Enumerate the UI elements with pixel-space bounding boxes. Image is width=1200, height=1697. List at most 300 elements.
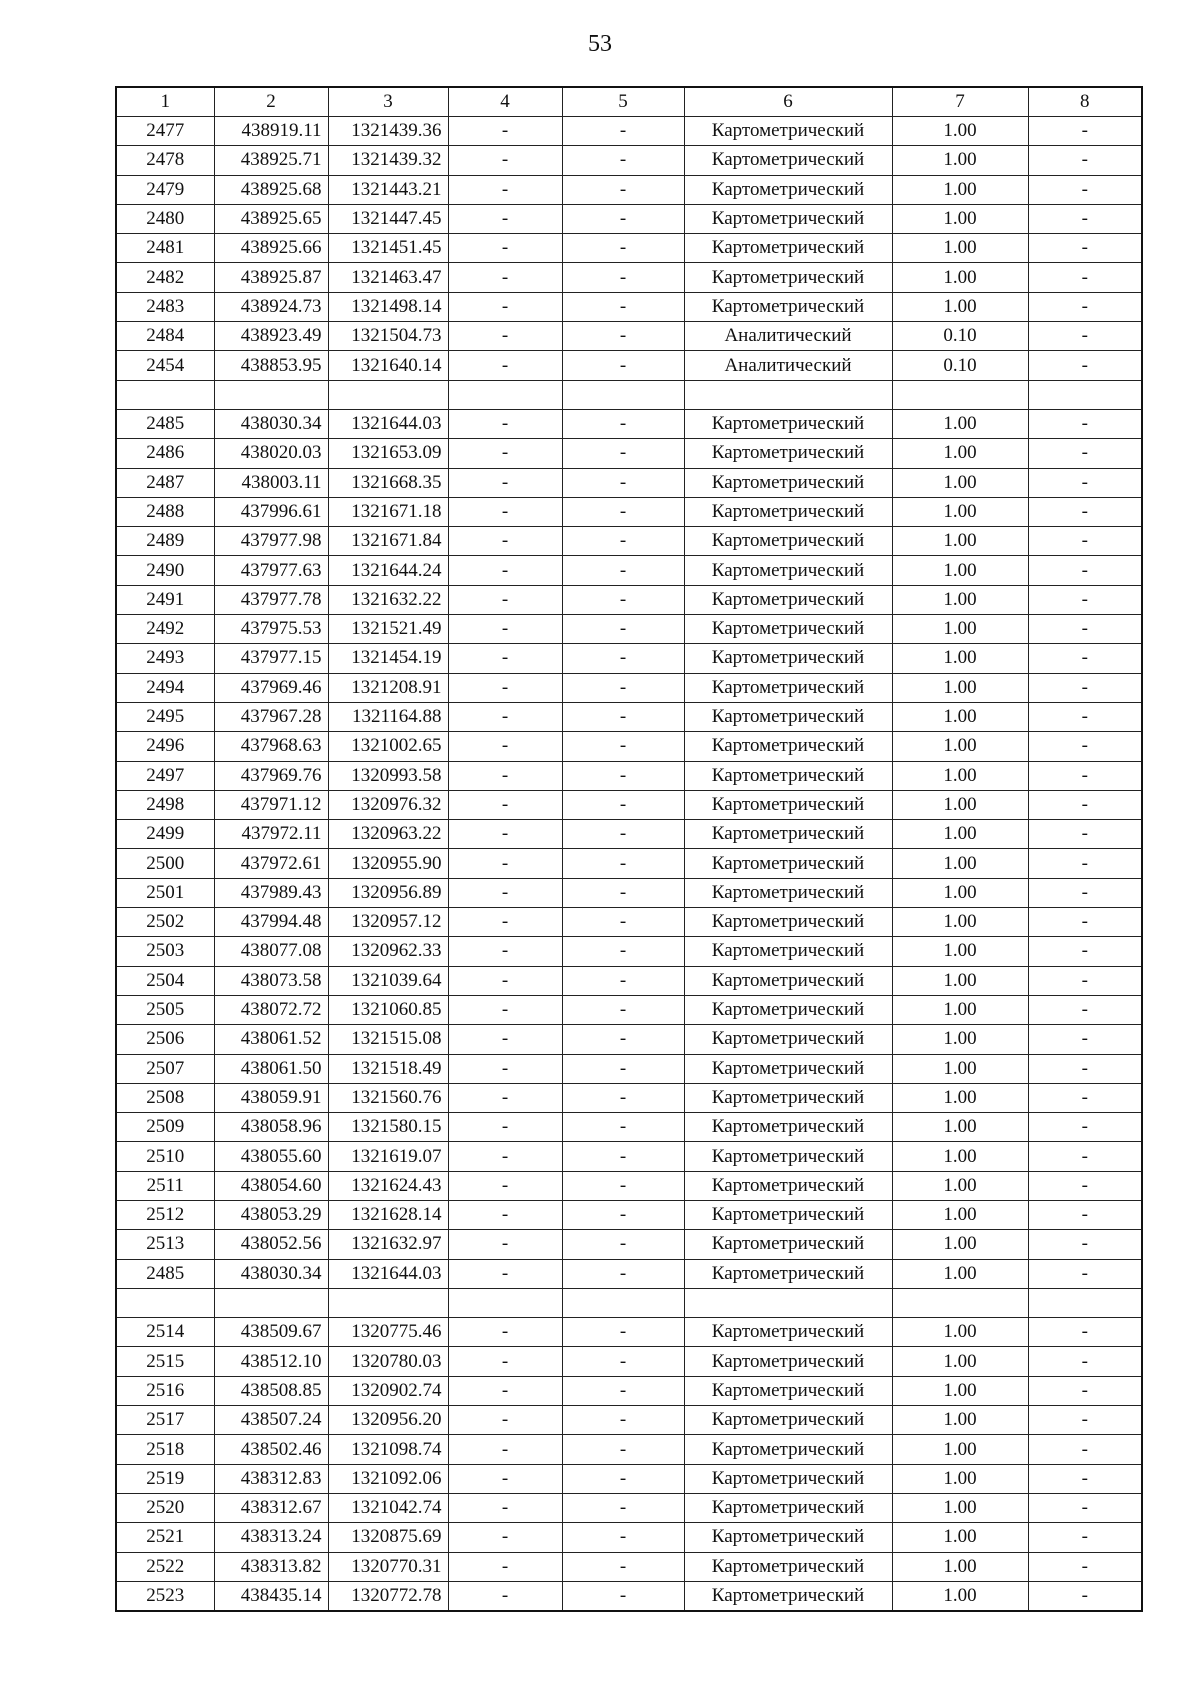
method-cell: Картометрический: [684, 1318, 892, 1347]
col-4-cell: -: [448, 175, 562, 204]
y-coordinate-cell: 1321653.09: [328, 439, 448, 468]
col-8-cell: -: [1028, 204, 1142, 233]
col-5-cell: [562, 1288, 684, 1317]
accuracy-cell: [892, 380, 1028, 409]
col-5-cell: -: [562, 1464, 684, 1493]
y-coordinate-cell: 1320956.20: [328, 1406, 448, 1435]
table-row: [116, 820, 1142, 849]
col-8-cell: -: [1028, 409, 1142, 438]
x-coordinate-cell: 437969.76: [214, 761, 328, 790]
x-coordinate-cell: 438312.83: [214, 1464, 328, 1493]
table-row: [116, 1200, 1142, 1229]
table-row: [116, 351, 1142, 380]
point-id-cell: 2487: [116, 468, 214, 497]
table-row: [116, 1406, 1142, 1435]
y-coordinate-cell: 1320993.58: [328, 761, 448, 790]
table-row: [116, 1083, 1142, 1112]
point-id-cell: 2496: [116, 732, 214, 761]
method-cell: Картометрический: [684, 849, 892, 878]
y-coordinate-cell: 1321619.07: [328, 1142, 448, 1171]
col-4-cell: -: [448, 585, 562, 614]
page-number: 53: [588, 31, 612, 57]
accuracy-cell: 1.00: [892, 673, 1028, 702]
col-4-cell: -: [448, 1025, 562, 1054]
method-cell: Картометрический: [684, 937, 892, 966]
accuracy-cell: 1.00: [892, 702, 1028, 731]
x-coordinate-cell: 438925.65: [214, 204, 328, 233]
x-coordinate-cell: 438058.96: [214, 1113, 328, 1142]
point-id-cell: 2494: [116, 673, 214, 702]
y-coordinate-cell: 1321443.21: [328, 175, 448, 204]
col-4-cell: -: [448, 146, 562, 175]
col-5-cell: -: [562, 1552, 684, 1581]
table-row: [116, 1552, 1142, 1581]
column-header-3: 3: [328, 87, 448, 117]
point-id-cell: 2480: [116, 204, 214, 233]
col-8-cell: -: [1028, 908, 1142, 937]
col-5-cell: -: [562, 995, 684, 1024]
accuracy-cell: 1.00: [892, 117, 1028, 146]
accuracy-cell: 1.00: [892, 1142, 1028, 1171]
accuracy-cell: 1.00: [892, 790, 1028, 819]
table-row: [116, 1493, 1142, 1522]
accuracy-cell: 1.00: [892, 1376, 1028, 1405]
accuracy-cell: 1.00: [892, 497, 1028, 526]
y-coordinate-cell: [328, 380, 448, 409]
col-5-cell: -: [562, 1347, 684, 1376]
x-coordinate-cell: 438052.56: [214, 1230, 328, 1259]
point-id-cell: 2499: [116, 820, 214, 849]
col-8-cell: -: [1028, 322, 1142, 351]
method-cell: Картометрический: [684, 1200, 892, 1229]
y-coordinate-cell: 1321515.08: [328, 1025, 448, 1054]
col-5-cell: [562, 380, 684, 409]
col-8-cell: -: [1028, 585, 1142, 614]
accuracy-cell: 1.00: [892, 878, 1028, 907]
accuracy-cell: 1.00: [892, 409, 1028, 438]
point-id-cell: 2497: [116, 761, 214, 790]
point-id-cell: 2512: [116, 1200, 214, 1229]
table-row: [116, 790, 1142, 819]
accuracy-cell: 1.00: [892, 527, 1028, 556]
col-4-cell: -: [448, 1581, 562, 1611]
y-coordinate-cell: 1321668.35: [328, 468, 448, 497]
x-coordinate-cell: 438059.91: [214, 1083, 328, 1112]
x-coordinate-cell: 437996.61: [214, 497, 328, 526]
col-4-cell: -: [448, 439, 562, 468]
col-4-cell: -: [448, 615, 562, 644]
x-coordinate-cell: 438853.95: [214, 351, 328, 380]
y-coordinate-cell: 1320956.89: [328, 878, 448, 907]
column-header-1: 1: [116, 87, 214, 117]
x-coordinate-cell: 438054.60: [214, 1171, 328, 1200]
col-4-cell: -: [448, 995, 562, 1024]
col-8-cell: -: [1028, 1318, 1142, 1347]
x-coordinate-cell: 438020.03: [214, 439, 328, 468]
x-coordinate-cell: 438055.60: [214, 1142, 328, 1171]
table-row: [116, 937, 1142, 966]
col-8-cell: -: [1028, 497, 1142, 526]
y-coordinate-cell: 1320976.32: [328, 790, 448, 819]
col-5-cell: -: [562, 1406, 684, 1435]
x-coordinate-cell: 438925.66: [214, 234, 328, 263]
table-row: [116, 146, 1142, 175]
x-coordinate-cell: 438003.11: [214, 468, 328, 497]
point-id-cell: 2518: [116, 1435, 214, 1464]
col-4-cell: -: [448, 702, 562, 731]
column-header-8: 8: [1028, 87, 1142, 117]
table-row: [116, 1113, 1142, 1142]
col-5-cell: -: [562, 585, 684, 614]
col-5-cell: -: [562, 1435, 684, 1464]
y-coordinate-cell: 1321624.43: [328, 1171, 448, 1200]
table-row: [116, 908, 1142, 937]
x-coordinate-cell: 438053.29: [214, 1200, 328, 1229]
point-id-cell: 2485: [116, 1259, 214, 1288]
table-row: [116, 234, 1142, 263]
table-row: [116, 409, 1142, 438]
method-cell: Картометрический: [684, 1259, 892, 1288]
x-coordinate-cell: 437972.11: [214, 820, 328, 849]
method-cell: Аналитический: [684, 322, 892, 351]
x-coordinate-cell: 438925.87: [214, 263, 328, 292]
accuracy-cell: 1.00: [892, 1318, 1028, 1347]
table-row: [116, 380, 1142, 409]
method-cell: Картометрический: [684, 761, 892, 790]
col-8-cell: -: [1028, 732, 1142, 761]
method-cell: Картометрический: [684, 1230, 892, 1259]
col-5-cell: -: [562, 673, 684, 702]
col-8-cell: -: [1028, 146, 1142, 175]
x-coordinate-cell: 438508.85: [214, 1376, 328, 1405]
accuracy-cell: 1.00: [892, 644, 1028, 673]
column-header-7: 7: [892, 87, 1028, 117]
table-row: [116, 1347, 1142, 1376]
x-coordinate-cell: 438924.73: [214, 292, 328, 321]
point-id-cell: 2510: [116, 1142, 214, 1171]
x-coordinate-cell: 438512.10: [214, 1347, 328, 1376]
x-coordinate-cell: 438077.08: [214, 937, 328, 966]
y-coordinate-cell: 1321521.49: [328, 615, 448, 644]
col-5-cell: -: [562, 146, 684, 175]
method-cell: Картометрический: [684, 1493, 892, 1522]
table-body: [116, 117, 1142, 1612]
y-coordinate-cell: 1320775.46: [328, 1318, 448, 1347]
x-coordinate-cell: 437972.61: [214, 849, 328, 878]
col-4-cell: -: [448, 1376, 562, 1405]
method-cell: Картометрический: [684, 497, 892, 526]
x-coordinate-cell: 437977.63: [214, 556, 328, 585]
point-id-cell: 2477: [116, 117, 214, 146]
table-row: [116, 849, 1142, 878]
method-cell: Картометрический: [684, 1113, 892, 1142]
table-row: [116, 1288, 1142, 1317]
col-8-cell: -: [1028, 556, 1142, 585]
method-cell: Картометрический: [684, 439, 892, 468]
point-id-cell: 2493: [116, 644, 214, 673]
point-id-cell: 2502: [116, 908, 214, 937]
y-coordinate-cell: 1320875.69: [328, 1523, 448, 1552]
table-row: [116, 1025, 1142, 1054]
point-id-cell: 2522: [116, 1552, 214, 1581]
point-id-cell: 2523: [116, 1581, 214, 1611]
x-coordinate-cell: 438072.72: [214, 995, 328, 1024]
col-8-cell: -: [1028, 878, 1142, 907]
method-cell: Картометрический: [684, 1142, 892, 1171]
table-row: [116, 204, 1142, 233]
method-cell: Картометрический: [684, 234, 892, 263]
col-5-cell: -: [562, 234, 684, 263]
col-8-cell: -: [1028, 1493, 1142, 1522]
col-8-cell: -: [1028, 1113, 1142, 1142]
accuracy-cell: 0.10: [892, 351, 1028, 380]
col-4-cell: -: [448, 966, 562, 995]
accuracy-cell: 1.00: [892, 966, 1028, 995]
col-5-cell: -: [562, 1142, 684, 1171]
x-coordinate-cell: 437977.78: [214, 585, 328, 614]
col-4-cell: -: [448, 1406, 562, 1435]
col-5-cell: -: [562, 1113, 684, 1142]
method-cell: Картометрический: [684, 1406, 892, 1435]
x-coordinate-cell: 437994.48: [214, 908, 328, 937]
x-coordinate-cell: 438507.24: [214, 1406, 328, 1435]
x-coordinate-cell: 437969.46: [214, 673, 328, 702]
col-8-cell: -: [1028, 1552, 1142, 1581]
y-coordinate-cell: 1320770.31: [328, 1552, 448, 1581]
method-cell: Картометрический: [684, 1552, 892, 1581]
col-8-cell: -: [1028, 1435, 1142, 1464]
y-coordinate-cell: 1321504.73: [328, 322, 448, 351]
method-cell: Картометрический: [684, 1025, 892, 1054]
x-coordinate-cell: 437967.28: [214, 702, 328, 731]
col-4-cell: -: [448, 937, 562, 966]
accuracy-cell: 1.00: [892, 146, 1028, 175]
table-row: [116, 966, 1142, 995]
point-id-cell: 2501: [116, 878, 214, 907]
method-cell: Аналитический: [684, 351, 892, 380]
point-id-cell: 2491: [116, 585, 214, 614]
col-8-cell: [1028, 380, 1142, 409]
col-5-cell: -: [562, 175, 684, 204]
col-8-cell: -: [1028, 1581, 1142, 1611]
method-cell: Картометрический: [684, 820, 892, 849]
col-8-cell: -: [1028, 1464, 1142, 1493]
col-8-cell: -: [1028, 1230, 1142, 1259]
col-4-cell: -: [448, 908, 562, 937]
col-4-cell: -: [448, 234, 562, 263]
col-5-cell: -: [562, 439, 684, 468]
accuracy-cell: 0.10: [892, 322, 1028, 351]
col-5-cell: -: [562, 204, 684, 233]
x-coordinate-cell: 438073.58: [214, 966, 328, 995]
y-coordinate-cell: 1321560.76: [328, 1083, 448, 1112]
table-row: [116, 1376, 1142, 1405]
col-4-cell: -: [448, 263, 562, 292]
point-id-cell: 2478: [116, 146, 214, 175]
col-4-cell: -: [448, 1435, 562, 1464]
method-cell: Картометрический: [684, 995, 892, 1024]
column-header-2: 2: [214, 87, 328, 117]
table-row: [116, 1142, 1142, 1171]
table-row: [116, 673, 1142, 702]
col-4-cell: -: [448, 1142, 562, 1171]
table-row: [116, 1435, 1142, 1464]
accuracy-cell: 1.00: [892, 1113, 1028, 1142]
col-5-cell: -: [562, 615, 684, 644]
x-coordinate-cell: [214, 1288, 328, 1317]
col-8-cell: -: [1028, 468, 1142, 497]
accuracy-cell: 1.00: [892, 995, 1028, 1024]
col-5-cell: -: [562, 966, 684, 995]
col-5-cell: -: [562, 1230, 684, 1259]
point-id-cell: 2519: [116, 1464, 214, 1493]
col-5-cell: -: [562, 849, 684, 878]
col-4-cell: -: [448, 351, 562, 380]
x-coordinate-cell: 437977.98: [214, 527, 328, 556]
col-5-cell: -: [562, 644, 684, 673]
col-4-cell: -: [448, 1054, 562, 1083]
col-5-cell: -: [562, 908, 684, 937]
table-row: [116, 1523, 1142, 1552]
y-coordinate-cell: 1320772.78: [328, 1581, 448, 1611]
point-id-cell: 2517: [116, 1406, 214, 1435]
y-coordinate-cell: 1321039.64: [328, 966, 448, 995]
col-8-cell: -: [1028, 439, 1142, 468]
point-id-cell: [116, 1288, 214, 1317]
accuracy-cell: 1.00: [892, 1259, 1028, 1288]
method-cell: Картометрический: [684, 468, 892, 497]
table-row: [116, 1259, 1142, 1288]
header-row: [116, 87, 1142, 117]
table-row: [116, 1581, 1142, 1611]
accuracy-cell: 1.00: [892, 1581, 1028, 1611]
table-row: [116, 556, 1142, 585]
x-coordinate-cell: 438925.71: [214, 146, 328, 175]
table-row: [116, 1230, 1142, 1259]
col-8-cell: -: [1028, 1171, 1142, 1200]
method-cell: Картометрический: [684, 732, 892, 761]
col-8-cell: -: [1028, 1200, 1142, 1229]
y-coordinate-cell: 1321518.49: [328, 1054, 448, 1083]
col-8-cell: -: [1028, 292, 1142, 321]
col-5-cell: -: [562, 1171, 684, 1200]
method-cell: Картометрический: [684, 615, 892, 644]
method-cell: Картометрический: [684, 527, 892, 556]
table-row: [116, 175, 1142, 204]
x-coordinate-cell: 438313.82: [214, 1552, 328, 1581]
y-coordinate-cell: 1321644.03: [328, 1259, 448, 1288]
col-4-cell: -: [448, 849, 562, 878]
col-4-cell: -: [448, 1171, 562, 1200]
table-row: [116, 439, 1142, 468]
col-4-cell: -: [448, 1113, 562, 1142]
col-5-cell: -: [562, 1083, 684, 1112]
x-coordinate-cell: 437977.15: [214, 644, 328, 673]
col-4-cell: -: [448, 117, 562, 146]
method-cell: Картометрический: [684, 1171, 892, 1200]
col-4-cell: [448, 1288, 562, 1317]
method-cell: Картометрический: [684, 1523, 892, 1552]
col-5-cell: -: [562, 117, 684, 146]
column-header-5: 5: [562, 87, 684, 117]
col-4-cell: -: [448, 292, 562, 321]
method-cell: Картометрический: [684, 146, 892, 175]
col-8-cell: -: [1028, 117, 1142, 146]
method-cell: Картометрический: [684, 556, 892, 585]
method-cell: Картометрический: [684, 117, 892, 146]
point-id-cell: 2513: [116, 1230, 214, 1259]
point-id-cell: 2505: [116, 995, 214, 1024]
accuracy-cell: 1.00: [892, 1435, 1028, 1464]
point-id-cell: 2520: [116, 1493, 214, 1522]
table-row: [116, 1318, 1142, 1347]
accuracy-cell: [892, 1288, 1028, 1317]
point-id-cell: 2482: [116, 263, 214, 292]
y-coordinate-cell: 1321644.24: [328, 556, 448, 585]
point-id-cell: 2486: [116, 439, 214, 468]
x-coordinate-cell: 438313.24: [214, 1523, 328, 1552]
col-4-cell: -: [448, 673, 562, 702]
table-row: [116, 585, 1142, 614]
x-coordinate-cell: 438435.14: [214, 1581, 328, 1611]
table-row: [116, 615, 1142, 644]
y-coordinate-cell: 1321498.14: [328, 292, 448, 321]
accuracy-cell: 1.00: [892, 556, 1028, 585]
accuracy-cell: 1.00: [892, 849, 1028, 878]
col-4-cell: -: [448, 1200, 562, 1229]
point-id-cell: 2488: [116, 497, 214, 526]
col-5-cell: -: [562, 1025, 684, 1054]
col-4-cell: -: [448, 1230, 562, 1259]
col-4-cell: -: [448, 556, 562, 585]
accuracy-cell: 1.00: [892, 585, 1028, 614]
x-coordinate-cell: 438502.46: [214, 1435, 328, 1464]
col-4-cell: -: [448, 527, 562, 556]
accuracy-cell: 1.00: [892, 1054, 1028, 1083]
column-header-4: 4: [448, 87, 562, 117]
accuracy-cell: 1.00: [892, 234, 1028, 263]
x-coordinate-cell: 438925.68: [214, 175, 328, 204]
col-5-cell: -: [562, 732, 684, 761]
y-coordinate-cell: 1321580.15: [328, 1113, 448, 1142]
point-id-cell: 2454: [116, 351, 214, 380]
accuracy-cell: 1.00: [892, 1523, 1028, 1552]
accuracy-cell: 1.00: [892, 1083, 1028, 1112]
col-8-cell: -: [1028, 1523, 1142, 1552]
col-5-cell: -: [562, 1259, 684, 1288]
y-coordinate-cell: 1321060.85: [328, 995, 448, 1024]
col-8-cell: -: [1028, 644, 1142, 673]
point-id-cell: 2500: [116, 849, 214, 878]
col-8-cell: -: [1028, 937, 1142, 966]
y-coordinate-cell: 1320963.22: [328, 820, 448, 849]
accuracy-cell: 1.00: [892, 1552, 1028, 1581]
table-row: [116, 732, 1142, 761]
point-id-cell: 2479: [116, 175, 214, 204]
y-coordinate-cell: 1321042.74: [328, 1493, 448, 1522]
point-id-cell: 2507: [116, 1054, 214, 1083]
point-id-cell: 2483: [116, 292, 214, 321]
point-id-cell: 2495: [116, 702, 214, 731]
y-coordinate-cell: 1320957.12: [328, 908, 448, 937]
point-id-cell: 2485: [116, 409, 214, 438]
col-5-cell: -: [562, 937, 684, 966]
col-4-cell: -: [448, 644, 562, 673]
accuracy-cell: 1.00: [892, 937, 1028, 966]
x-coordinate-cell: 438919.11: [214, 117, 328, 146]
col-5-cell: -: [562, 1581, 684, 1611]
col-8-cell: -: [1028, 351, 1142, 380]
